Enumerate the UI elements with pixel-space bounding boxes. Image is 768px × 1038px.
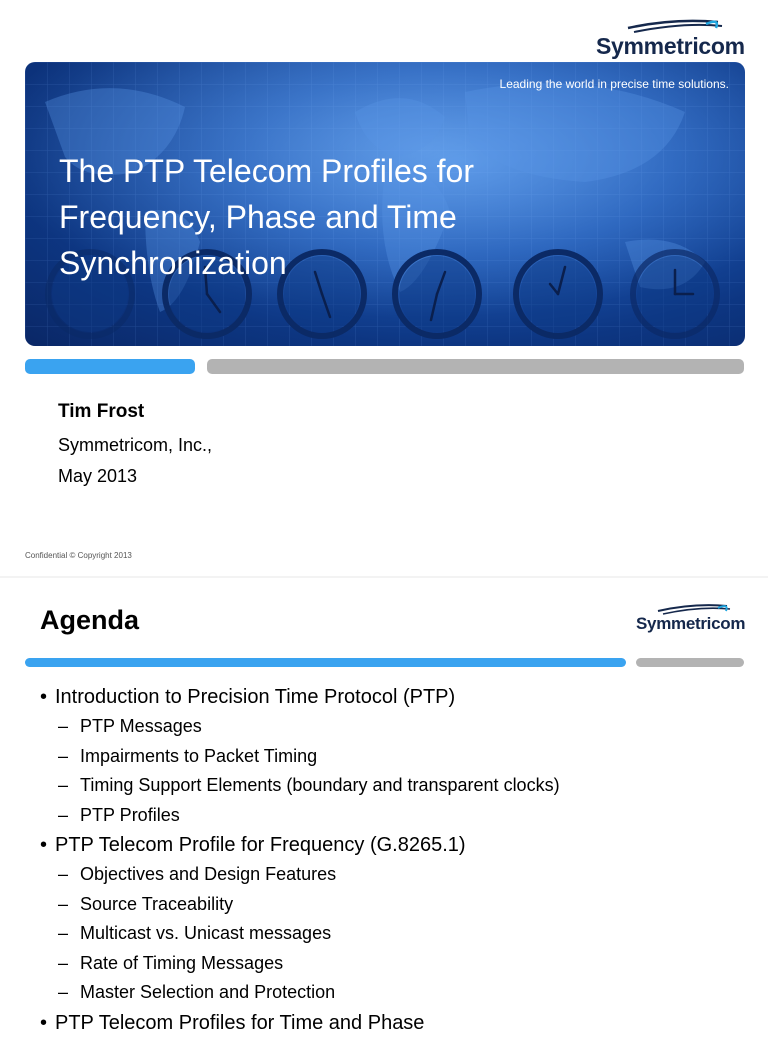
agenda-item: • PTP Telecom Profiles for Time and Phase xyxy=(40,1008,740,1038)
presentation-date: May 2013 xyxy=(58,466,138,486)
symmetricom-logo xyxy=(634,602,746,636)
agenda-subitem: – Timing Support Elements (boundary and transparent clocks) xyxy=(40,771,740,801)
author-name: Tim Frost xyxy=(58,401,145,422)
presentation-title: The PTP Telecom Profiles for Frequency, Phase and Time Synchronization xyxy=(59,153,474,281)
gray-bar xyxy=(636,658,744,667)
tagline: Leading the world in precise time solutions. xyxy=(499,77,729,91)
agenda-subitem: – Source Traceability xyxy=(40,890,740,920)
confidential-footer: Confidential © Copyright 2013 xyxy=(25,551,132,560)
accent-bar xyxy=(25,658,626,667)
agenda-title: Agenda xyxy=(40,605,140,635)
logo-text: Symmetricom xyxy=(636,614,746,633)
title-banner xyxy=(25,62,745,346)
agenda-subitem: – Multicast vs. Unicast messages xyxy=(40,919,740,949)
agenda-subitem: – PTP Profiles xyxy=(40,801,740,831)
company-name: Symmetricom, Inc., xyxy=(58,435,213,455)
agenda-slide xyxy=(0,578,768,1034)
agenda-item: • PTP Telecom Profile for Frequency (G.8265.1) xyxy=(40,830,740,860)
agenda-subitem: – Impairments to Packet Timing xyxy=(40,742,740,772)
symmetricom-logo xyxy=(594,16,744,62)
agenda-subitem: – Objectives and Design Features xyxy=(40,860,740,890)
agenda-subitem: – Rate of Timing Messages xyxy=(40,949,740,979)
gray-bar xyxy=(207,359,744,374)
agenda-item: • Introduction to Precision Time Protocol (PTP) xyxy=(40,682,740,712)
agenda-subitem: – PTP Messages xyxy=(40,712,740,742)
agenda-subitem: – Master Selection and Protection xyxy=(40,978,740,1008)
logo-text: Symmetricom xyxy=(596,33,745,59)
accent-bar xyxy=(25,359,195,374)
agenda-list xyxy=(40,682,740,1038)
